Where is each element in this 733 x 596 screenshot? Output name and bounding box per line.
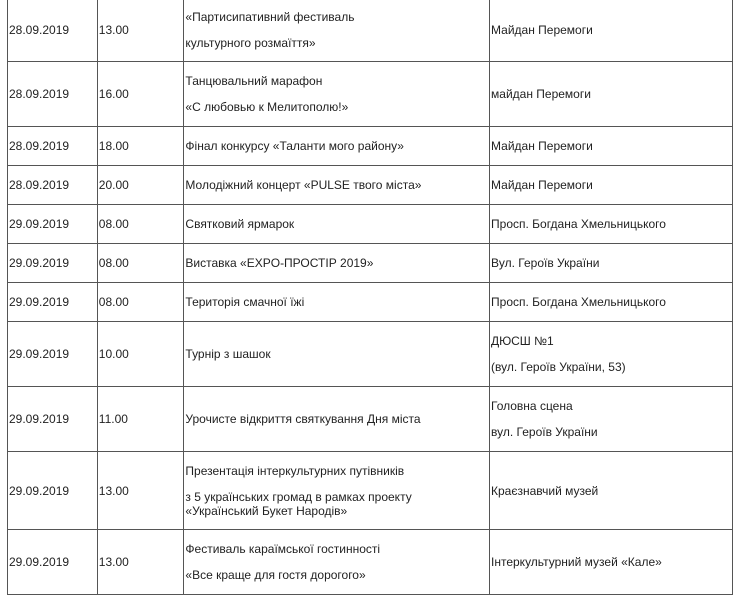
table-row bbox=[8, 62, 733, 127]
event-line: Виставка «EXPO-ПРОСТІР 2019» bbox=[185, 256, 374, 270]
table-row bbox=[8, 387, 733, 452]
place-cell bbox=[490, 322, 733, 387]
event-cell bbox=[184, 387, 490, 452]
table-row bbox=[8, 322, 733, 387]
event-line: «Все краще для гостя дорогого» bbox=[185, 568, 366, 582]
place-cell bbox=[490, 283, 733, 322]
time-cell: 08.00 bbox=[97, 205, 184, 244]
time-cell: 20.00 bbox=[97, 166, 184, 205]
place-line: майдан Перемоги bbox=[491, 87, 591, 101]
table-row bbox=[8, 283, 733, 322]
event-cell bbox=[184, 530, 490, 595]
date-cell: 29.09.2019 bbox=[8, 322, 98, 387]
place-line: вул. Героїв України bbox=[491, 425, 598, 439]
place-line: Просп. Богдана Хмельницького bbox=[491, 217, 666, 231]
time-cell: 13.00 bbox=[97, 530, 184, 595]
event-line: Танцювальний марафон bbox=[185, 74, 323, 88]
time-cell: 13.00 bbox=[97, 0, 184, 62]
place-line: Вул. Героїв України bbox=[491, 256, 600, 270]
time-cell: 08.00 bbox=[97, 283, 184, 322]
place-line: Майдан Перемоги bbox=[491, 178, 593, 192]
event-cell bbox=[184, 244, 490, 283]
place-line: Майдан Перемоги bbox=[491, 139, 593, 153]
table-row bbox=[8, 530, 733, 595]
table-row bbox=[8, 166, 733, 205]
event-line: Територія смачної їжі bbox=[185, 295, 305, 309]
place-cell bbox=[490, 0, 733, 62]
table-row bbox=[8, 0, 733, 62]
event-line: Фінал конкурсу «Таланти мого району» bbox=[185, 139, 404, 153]
schedule-body bbox=[8, 0, 733, 595]
place-cell bbox=[490, 530, 733, 595]
time-cell: 16.00 bbox=[97, 62, 184, 127]
place-cell bbox=[490, 62, 733, 127]
event-cell bbox=[184, 322, 490, 387]
event-line: «Партисипативний фестиваль bbox=[185, 9, 355, 24]
date-cell: 29.09.2019 bbox=[8, 205, 98, 244]
table-row bbox=[8, 452, 733, 530]
event-cell bbox=[184, 62, 490, 127]
date-cell: 29.09.2019 bbox=[8, 244, 98, 283]
table-row bbox=[8, 205, 733, 244]
place-line: ДЮСШ №1 bbox=[491, 334, 554, 348]
date-cell: 28.09.2019 bbox=[8, 127, 98, 166]
place-cell bbox=[490, 387, 733, 452]
event-line: «С любовью к Мелитополю!» bbox=[185, 100, 349, 114]
place-line: Майдан Перемоги bbox=[491, 22, 593, 37]
time-cell: 18.00 bbox=[97, 127, 184, 166]
place-line: Краєзнавчий музей bbox=[491, 483, 599, 498]
table-row bbox=[8, 244, 733, 283]
time-cell: 11.00 bbox=[97, 387, 184, 452]
place-cell bbox=[490, 166, 733, 205]
event-line: Презентація інтеркультурних путівників bbox=[185, 463, 405, 478]
date-cell: 29.09.2019 bbox=[8, 283, 98, 322]
event-cell bbox=[184, 166, 490, 205]
event-line: Урочисте відкриття святкування Дня міста bbox=[185, 412, 421, 426]
place-line: Інтеркультурний музей «Кале» bbox=[491, 555, 662, 569]
place-cell bbox=[490, 244, 733, 283]
place-line: (вул. Героїв України, 53) bbox=[491, 360, 626, 374]
event-line: Фестиваль караїмської гостинності bbox=[185, 542, 381, 556]
event-cell bbox=[184, 0, 490, 62]
place-cell bbox=[490, 127, 733, 166]
table-row bbox=[8, 127, 733, 166]
events-schedule-table bbox=[7, 0, 733, 595]
date-cell: 29.09.2019 bbox=[8, 387, 98, 452]
place-cell bbox=[490, 452, 733, 530]
event-line: Молодіжний концерт «PULSE твого міста» bbox=[185, 178, 422, 192]
date-cell: 29.09.2019 bbox=[8, 530, 98, 595]
date-cell: 28.09.2019 bbox=[8, 166, 98, 205]
date-cell: 29.09.2019 bbox=[8, 452, 98, 530]
time-cell: 13.00 bbox=[97, 452, 184, 530]
event-cell bbox=[184, 283, 490, 322]
event-line: культурного розмаїття» bbox=[185, 35, 316, 50]
event-line: з 5 українських громад в рамках проекту «Український Букет Народів» bbox=[185, 489, 412, 518]
place-cell bbox=[490, 205, 733, 244]
place-line: Головна сцена bbox=[491, 399, 573, 413]
event-line: Турнір з шашок bbox=[185, 347, 271, 361]
event-cell bbox=[184, 452, 490, 530]
date-cell: 28.09.2019 bbox=[8, 0, 98, 62]
event-cell bbox=[184, 127, 490, 166]
event-cell bbox=[184, 205, 490, 244]
date-cell: 28.09.2019 bbox=[8, 62, 98, 127]
time-cell: 08.00 bbox=[97, 244, 184, 283]
event-line: Святковий ярмарок bbox=[185, 217, 295, 231]
time-cell: 10.00 bbox=[97, 322, 184, 387]
place-line: Просп. Богдана Хмельницького bbox=[491, 295, 666, 309]
